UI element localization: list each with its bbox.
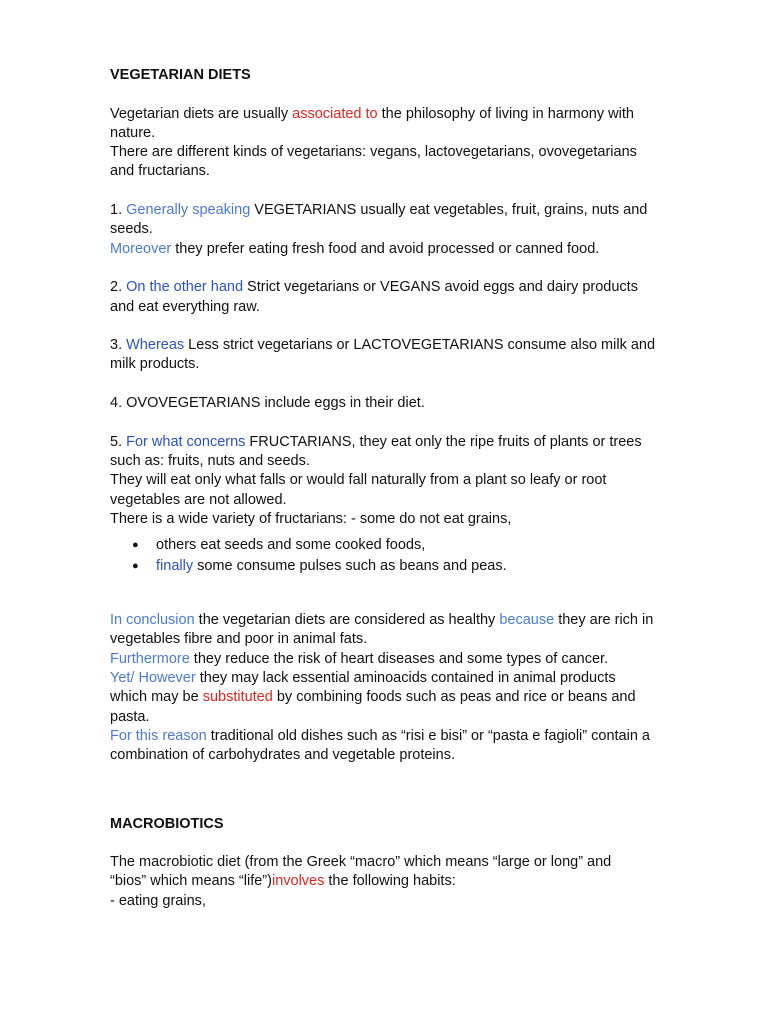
fructarian-bullet-list	[110, 535, 700, 576]
connector-finally: finally	[156, 557, 194, 574]
conclusion-paragraph: In conclusion the vegetarian diets are considered as healthy because they are rich in vegetables fibre and poor in animal fats. Furthermore they reduce the risk of heart diseases and some types of cancer. Yet/ However they may lack essential aminoacids contained in animal products which may be substituted by combining foods such as peas and rice or beans and pasta. For this reason traditional old dishes such as “risi e bisi” or “pasta e fagioli” contain a combination of carbohydrates and vegetable proteins.	[110, 612, 654, 764]
highlight-involves: involves	[271, 873, 325, 890]
connector-for-this-reason: For this reason	[110, 727, 207, 744]
connector-for-what-concerns: For what concerns	[126, 433, 246, 450]
paragraph-4: 4. OVOVEGETARIANS include eggs in their diet.	[110, 395, 425, 412]
highlight-associated-to: associated to	[292, 105, 378, 122]
bullet-icon: ●	[132, 559, 139, 572]
paragraph-1: 1. Generally speaking VEGETARIANS usually eat vegetables, fruit, grains, nuts and seeds. Moreover they prefer eating fresh food and avoid processed or canned food.	[110, 202, 648, 257]
paragraph-3: 3. Whereas Less strict vegetarians or LACTOVEGETARIANS consume also milk and milk products.	[110, 337, 656, 373]
connector-because: because	[499, 612, 555, 629]
title-vegetarian-diets: VEGETARIAN DIETS	[110, 67, 251, 83]
connector-furthermore: Furthermore	[110, 650, 190, 667]
list-item: ● finally some consume pulses such as beans and peas.	[110, 556, 700, 577]
connector-moreover: Moreover	[110, 240, 172, 257]
connector-generally-speaking: Generally speaking	[126, 202, 251, 219]
connector-whereas: Whereas	[126, 337, 185, 354]
paragraph-5: 5. For what concerns FRUCTARIANS, they eat only the ripe fruits of plants or trees such as: fruits, nuts and seeds. They will eat only what falls or would fall naturally from a plant so leafy or root vegetables are not allowed. There is a wide variety of fructarians: - some do not eat grains,	[110, 433, 642, 527]
bullet-icon: ●	[132, 539, 139, 552]
title-macrobiotics: MACROBIOTICS	[110, 815, 224, 832]
intro-paragraph: Vegetarian diets are usually associated to the philosophy of living in harmony with nature. There are different kinds of vegetarians: vegans, lactovegetarians, ovovegetarians and fructarians.	[110, 105, 637, 180]
highlight-substituted: substituted	[202, 689, 273, 706]
paragraph-2: 2. On the other hand Strict vegetarians or VEGANS avoid eggs and dairy products and eat everything raw.	[110, 279, 638, 315]
macrobiotics-paragraph: The macrobiotic diet (from the Greek “macro” which means “large or long” and “bios” which means “life”)involves the following habits: - eating grains,	[110, 854, 612, 909]
document-body	[110, 66, 700, 911]
connector-on-the-other-hand: On the other hand	[126, 279, 244, 296]
connector-yet-however: Yet/ However	[110, 670, 196, 687]
connector-in-conclusion: In conclusion	[110, 612, 195, 629]
list-item: ● others eat seeds and some cooked foods,	[110, 535, 700, 556]
